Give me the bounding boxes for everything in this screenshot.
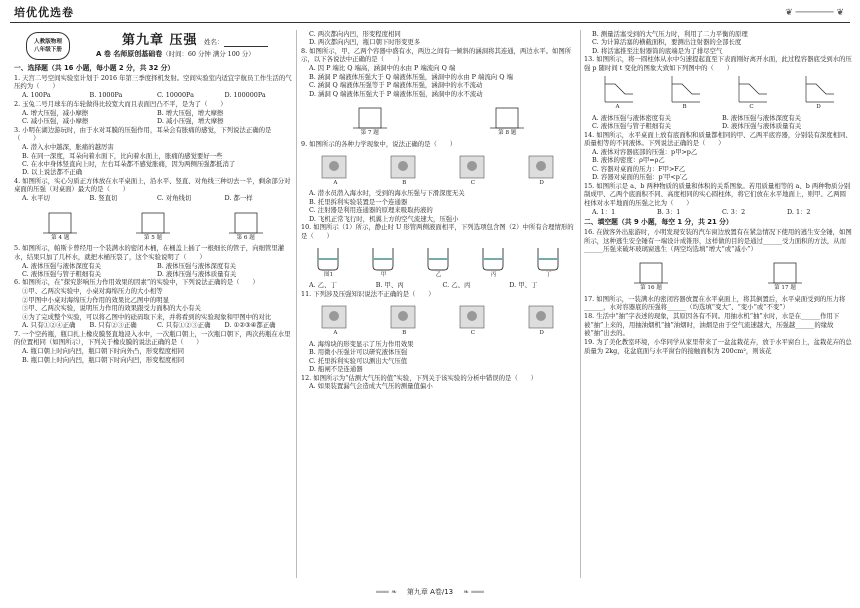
figure [456, 300, 490, 337]
question-stem: 2. 玉兔二号月球车的车轮做得比较宽大而且表面凹凸不平，是为了（ ） [14, 99, 227, 108]
answer-option: B. 在同一深度，耳朵向着水面下，比向着水面上，胀痛的感觉要好一些 [22, 151, 223, 160]
answer-options [301, 382, 576, 390]
question-stem: 5. 如图所示，帕斯卡曾经用一个装满水的密闭木桶，在桶盖上插了一根细长的管子，向细管里灌水，结果只加了几杯水，就把木桶压裂了，这个实验说明了（ ） [14, 244, 285, 261]
figure-caption: 乙 [435, 272, 442, 279]
answer-option: D. 液体压强与液体质量有关 [722, 122, 802, 131]
figure [525, 150, 559, 187]
figure-caption: D [539, 179, 544, 186]
figure-caption: B [402, 330, 407, 337]
answer-option: B. 增大压强，增大摩擦 [157, 108, 224, 117]
figure [525, 300, 559, 337]
figure [768, 255, 802, 292]
answer-option: D. 都一样 [224, 194, 253, 203]
column-1-content [14, 64, 292, 364]
figure-caption: 丁 [545, 272, 552, 279]
answer-option: ①甲、乙两次实验中，小桌对海绵压力的大小相等 [22, 287, 163, 296]
badge-line-1: 人教版物理 [34, 39, 62, 45]
figure-illustration [490, 100, 524, 130]
answer-option: A. 液体压强与液体密度有关 [592, 113, 671, 122]
figure-illustration [601, 74, 635, 104]
name-label: 姓名： [204, 38, 224, 46]
badge-line-2: 八年级下册 [34, 47, 62, 54]
edition-badge [26, 32, 70, 60]
figure-caption: D [816, 104, 821, 111]
answer-options [301, 281, 576, 289]
figure-illustration [525, 300, 559, 330]
answer-options [301, 189, 576, 223]
figure-caption: 图1 [323, 272, 334, 279]
subtitle-bold: A 卷 名师原创基础卷 [96, 50, 163, 58]
answer-option: D. 涵洞 Q 端液体压强大于 P 端液体压强，涵洞中的水不流动 [309, 89, 483, 98]
figure-caption: B [402, 179, 407, 186]
figure [136, 205, 170, 242]
question-stem: 10. 如图所示（1）所示，静止时 U 形管两侧液面相平，下列选项包含图（2）中所有合理情形的是（ ） [301, 223, 574, 240]
question-stem: 9. 如图所示的各种力学现象中，说法正确的是（ ） [301, 139, 457, 148]
answer-option: C. 容器对桌面的压力：F甲>F乙 [592, 164, 686, 173]
figure [601, 74, 635, 111]
answer-options [301, 64, 576, 98]
answer-option: D. 飞机正常飞行时，机翼上方的空气流速大，压强小 [309, 214, 459, 223]
figure-illustration [367, 242, 401, 272]
answer-option: C. 3：2 [722, 207, 746, 216]
answer-option: C. 液体压强与管子粗细有关 [22, 270, 102, 278]
figure [668, 74, 702, 111]
figure-illustration [456, 300, 490, 330]
page-header [0, 0, 860, 26]
answer-option: C. 在水中身体竖直向上时，左右耳朵都不感觉胀痛，因为两侧压强都抵消了 [22, 160, 236, 168]
figure [367, 242, 401, 279]
answer-option: ③甲、乙两次实验，说明压力作用的效果跟受力面积的大小有关 [22, 304, 201, 313]
answer-option: ②甲图中小桌对海绵压力作用的效果比乙图中的明显 [22, 295, 169, 304]
figure [477, 242, 511, 279]
answer-option: C. 为计算活塞的横截面积，要测出注射器的全部长度 [592, 38, 742, 47]
answer-option: B. 甲、丙 [375, 281, 404, 290]
figure-row [584, 74, 852, 111]
answer-option: A. 潜入水中越深，胀痛的越厉害 [22, 143, 114, 152]
subtitle-rest: （时间：60 分钟 满分 100 分） [162, 50, 255, 58]
exam-subtitle [96, 50, 255, 59]
answer-options [584, 148, 852, 182]
figure-caption: 第 17 题 [774, 285, 796, 292]
figure-caption: 甲 [380, 272, 387, 279]
footer-ornament: ═══ ❧ [376, 588, 397, 596]
figure [318, 150, 352, 187]
answer-option: B. 液体的密度：ρ甲=ρ乙 [592, 156, 665, 165]
column-2 [301, 30, 576, 582]
figure-caption: 第 8 题 [498, 130, 517, 137]
figure-caption: 第 16 题 [640, 285, 662, 292]
figure-illustration [668, 74, 702, 104]
figure-caption: C [470, 179, 476, 186]
column-3 [584, 30, 852, 582]
answer-option: D. 容器对桌面的压强：p′甲<p′乙 [592, 173, 688, 182]
answer-option: B. 液体压强与液体深度有关 [722, 113, 802, 122]
figure [312, 242, 346, 279]
answer-option: C. 液体压强与管子粗细有关 [592, 122, 672, 131]
figure [353, 100, 387, 137]
figure-illustration [229, 205, 263, 235]
answer-option: C. 两次都向内凹，形变程度相同 [309, 30, 401, 38]
figure [387, 150, 421, 187]
answer-option: C. 注射器是利用连通器的原理来吸取药液的 [309, 206, 433, 215]
answer-option: A. 海绵块的形变显示了压力作用效果 [309, 339, 414, 348]
question-stem: 19. 为了美化教室环境，小华同学从家里带来了一盆盆栽花卉，放于水平窗台上，盆栽花卉的总质量为 2kg，花盆底面与水平窗台的接触面积为 200cm²，则该花 [584, 338, 852, 355]
answer-option: D. 1：2 [787, 207, 811, 216]
answer-option: C. 减小压强，减小摩擦 [22, 117, 89, 126]
figure-illustration [735, 74, 769, 104]
question-stem: 8. 如图所示，甲、乙两个容器中盛有水，两边之间有一倾斜的涵洞将其连通，两边水平。如图所示，以下各说法中正确的是（ ） [301, 46, 572, 64]
figure [422, 242, 456, 279]
figure [490, 100, 524, 137]
figure-illustration [318, 300, 352, 330]
name-blank [224, 39, 268, 47]
answer-options [301, 30, 576, 47]
figure-row [584, 255, 852, 292]
question-stem: 12. 如图所示为“估测大气压的值”实验，下列关于该实验的分析中错误的是（ ） [301, 373, 538, 382]
column-divider [296, 30, 297, 578]
answer-options [584, 114, 852, 131]
answer-option: B. 3：1 [657, 207, 681, 216]
figure-caption: 第 5 题 [143, 234, 163, 241]
answer-option: A. 增大压强，减小摩擦 [22, 108, 89, 117]
page-number: 第九章 A卷/13 [406, 588, 454, 596]
answer-option: A. 只有①②④正确 [22, 321, 76, 330]
question-stem: 16. 在做客外出旅游时，小明发现安装的汽车窗边放置有在紧急情况下使用的逃生安全锤，如图所示，这种逃生安全锤有一端设计成锥形，这样做的目的是通过______受力面积的方法，从而______压强来破坏玻璃窗逃生（两空均选填“增大”或“减小”） [584, 228, 852, 253]
header-rule [10, 22, 850, 23]
answer-options [301, 340, 576, 374]
figure [735, 74, 769, 111]
answer-option: D. ①②③④都正确 [224, 321, 276, 330]
answer-option: C. 涵洞 Q 端液体压强等于 P 端液体压强，涵洞中的水不流动 [309, 81, 483, 90]
column-divider [580, 30, 581, 578]
figure-illustration [43, 205, 77, 235]
figure [229, 205, 263, 242]
answer-option: A. 因 P 端比 Q 端高，涵洞中的水由 P 端流向 Q 端 [309, 64, 456, 73]
answer-option: C. 只有①②③正确 [157, 321, 211, 330]
figure [456, 150, 490, 187]
page-footer [0, 588, 860, 597]
figure-illustration [456, 150, 490, 180]
figure-illustration [477, 242, 511, 272]
figure-illustration [634, 255, 668, 285]
answer-options [14, 109, 292, 126]
answer-option: A. 乙、丁 [309, 281, 337, 290]
header-ornament: ❦ ─────── ❦ [785, 8, 844, 18]
answer-option: D. 将活塞推至注射器筒的底端是为了排尽空气 [592, 46, 723, 55]
figure [43, 205, 77, 242]
answer-option: B. 用微小压强计可以研究液体压强 [309, 348, 408, 357]
answer-option: A. 液体对容器底部的压强：p甲>p乙 [592, 147, 698, 156]
answer-option: C. 托里拆利实验可以测出大气压值 [309, 356, 408, 365]
figure-illustration [387, 150, 421, 180]
answer-option: B. 托里拆利实验装置是一个连通器 [309, 197, 408, 206]
section-heading: 一、选择题（共 16 小题，每小题 2 分，共 32 分） [14, 64, 175, 72]
figure-row [301, 100, 576, 137]
question-stem: 7. 一个空药瓶，瓶口扎上橡皮膜竖直地浸入水中，一次瓶口朝上，一次瓶口朝下，两次药瓶在水里的位置相同（如图所示），下列关于橡皮膜的说法正确的是（ ） [14, 329, 291, 347]
question-stem: 17. 如图所示，一装满水的密闭容器放置在水平桌面上，将其倒置后，水平桌面受到的压力将______，水对容器底的压强将______（均选填“变大”、“变小”或“不变”） [584, 294, 846, 312]
figure-caption: 丙 [490, 272, 497, 279]
answer-option: A. 瓶口朝上时向内凹，瓶口朝下时向外凸，形变程度相同 [22, 347, 185, 356]
answer-option: C. 乙、丙 [442, 281, 471, 290]
figure-caption: A [615, 104, 620, 111]
answer-option: D. 以上说法都不正确 [22, 168, 83, 177]
figure-row [301, 300, 576, 337]
figure-illustration [802, 74, 836, 104]
footer-ornament: ❧ ═══ [463, 588, 484, 596]
answer-option: A. 液体压强与液体深度有关 [22, 261, 101, 270]
answer-option: ④为了完成整个实验，可以将乙图中的砝码取下来，并将看到的实验现象和甲图中的对比 [22, 312, 272, 321]
chapter-title: 第九章 压强 [122, 33, 198, 48]
answer-option: D. 液体压强与液体质量有关 [157, 270, 237, 278]
answer-options [14, 347, 292, 364]
figure-illustration [525, 150, 559, 180]
answer-options [14, 91, 292, 99]
answer-options [14, 321, 292, 329]
answer-option: A. 水平切 [22, 194, 50, 203]
figure-illustration [318, 150, 352, 180]
section-heading: 二、填空题（共 9 小题，每空 1 分，共 21 分） [584, 218, 733, 227]
figure [802, 74, 836, 111]
question-stem: 13. 如图所示，将一圆柱体从水中匀速提起直至下表面刚好离开水面，此过程容器底受到水的压强 p 随时间 t 变化的图象大致如下列图中的（ ） [584, 55, 852, 72]
answer-option: D. 减小压强，增大摩擦 [157, 117, 224, 126]
answer-options [584, 208, 852, 216]
figure-illustration [353, 100, 387, 130]
figure [318, 300, 352, 337]
question-stem: 6. 如图所示，在“探究影响压力作用效果的因素”的实验中，下列说法正确的是（ ） [14, 278, 259, 287]
answer-option: A. 潜水员潜入海水时，受到的海水压强与下滑深度无关 [309, 189, 465, 198]
answer-option: A. 1：1 [592, 207, 616, 216]
answer-option: A. 如果装置漏气会造成大气压的测量值偏小 [309, 382, 433, 391]
answer-option: B. 测量活塞受到的大气压力时，利用了二力平衡的原理 [592, 30, 748, 38]
answer-options [14, 194, 292, 202]
answer-options [14, 143, 292, 177]
answer-option: D. 100000Pa [224, 91, 266, 100]
answer-option: C. 对角线切 [157, 194, 192, 203]
exam-heading [14, 30, 292, 62]
answer-options [14, 287, 292, 321]
column-3-content [584, 30, 852, 355]
figure-caption: B [682, 104, 687, 111]
answer-option: B. 只有②③正确 [89, 321, 137, 330]
figure-caption: C [470, 330, 476, 337]
figure-illustration [312, 242, 346, 272]
answer-option: D. 两次都向内凹，瓶口朝下时形变更多 [309, 38, 421, 47]
question-stem: 15. 如图所示是 a、b 两种物质的质量和体积的关系图象。若用质量相等的 a、b 两种物质分别制成甲、乙两个底面积不同、高度相同的实心圆柱体，将它们放在水平地面上，则甲、乙两圆柱体对水平地面的压强之比为（ ） [584, 181, 851, 207]
column-1 [14, 30, 292, 582]
figure-illustration [136, 205, 170, 235]
answer-option: C. 10000Pa [157, 91, 194, 100]
column-2-content [301, 30, 576, 391]
answer-option: D. 甲、丁 [509, 281, 538, 290]
figure [634, 255, 668, 292]
figure [532, 242, 566, 279]
figure-caption: 第 7 题 [360, 130, 379, 137]
figure-caption: A [333, 330, 338, 337]
answer-option: B. 涵洞 P 端液体压强大于 Q 端液体压强，涵洞中的水由 P 端流向 Q 端 [309, 72, 513, 81]
figure-caption: 第 4 题 [51, 234, 70, 241]
figure-illustration [387, 300, 421, 330]
question-stem: 14. 如图所示，水平桌面上放有底面积和质量都相同的甲、乙两平底容器，分别装有深度相同、质量相等的不同液体。下列说法正确的是（ ） [584, 130, 852, 147]
figure-caption: D [539, 330, 544, 337]
answer-options [14, 262, 292, 279]
figure-caption: A [333, 179, 338, 186]
question-stem: 4. 如图所示，实心匀质正方体放在水平桌面上，沿水平、竖直、对角线三种切去一半，剩余部分对桌面的压强（对桌面）最大的是（ ） [14, 176, 291, 194]
figure-row [301, 150, 576, 187]
question-stem: 3. 小明在湖边游玩时，由于水对耳膜的压强作用，耳朵会有胀痛的感觉，下列说法正确的是（ ） [14, 125, 272, 143]
figure-row [301, 242, 576, 279]
name-field [204, 38, 268, 47]
answer-option: B. 瓶口朝上时向内凹，瓶口朝下时向内凹，形变程度相同 [22, 355, 185, 364]
answer-options [584, 30, 852, 55]
answer-option: A. 100Pa [22, 91, 51, 100]
question-stem: 18. 生活中“抽”字表述的现象，其原因各有不同。用抽水机“抽”水时，水是在______作用下被“抽”上来的，用抽油烟机“抽”油烟时，油烟是由于空气流速越大，压强越______的缘故被“抽”出去的。 [584, 312, 840, 338]
figure-illustration [422, 242, 456, 272]
figure-row [14, 205, 292, 242]
question-stem: 11. 下列涉及压强知识说法不正确的是（ ） [301, 289, 435, 298]
figure-caption: C [749, 104, 754, 111]
figure-caption: 第 6 题 [236, 234, 255, 241]
brand-title: 培优优选卷 [14, 6, 74, 19]
figure-illustration [532, 242, 566, 272]
question-stem: 1. 天宫二号空间实验室计划于 2016 年第三季度择机发射。空间实验室内适宜宇航员工作生活的气压约为（ ） [14, 73, 292, 91]
answer-option: B. 1000Pa [89, 91, 123, 100]
answer-option: D. 船闸不是连通器 [309, 365, 363, 374]
figure-illustration [768, 255, 802, 285]
figure [387, 300, 421, 337]
answer-option: B. 竖直切 [89, 194, 118, 203]
answer-option: B. 液体压强与液体深度有关 [157, 261, 237, 270]
